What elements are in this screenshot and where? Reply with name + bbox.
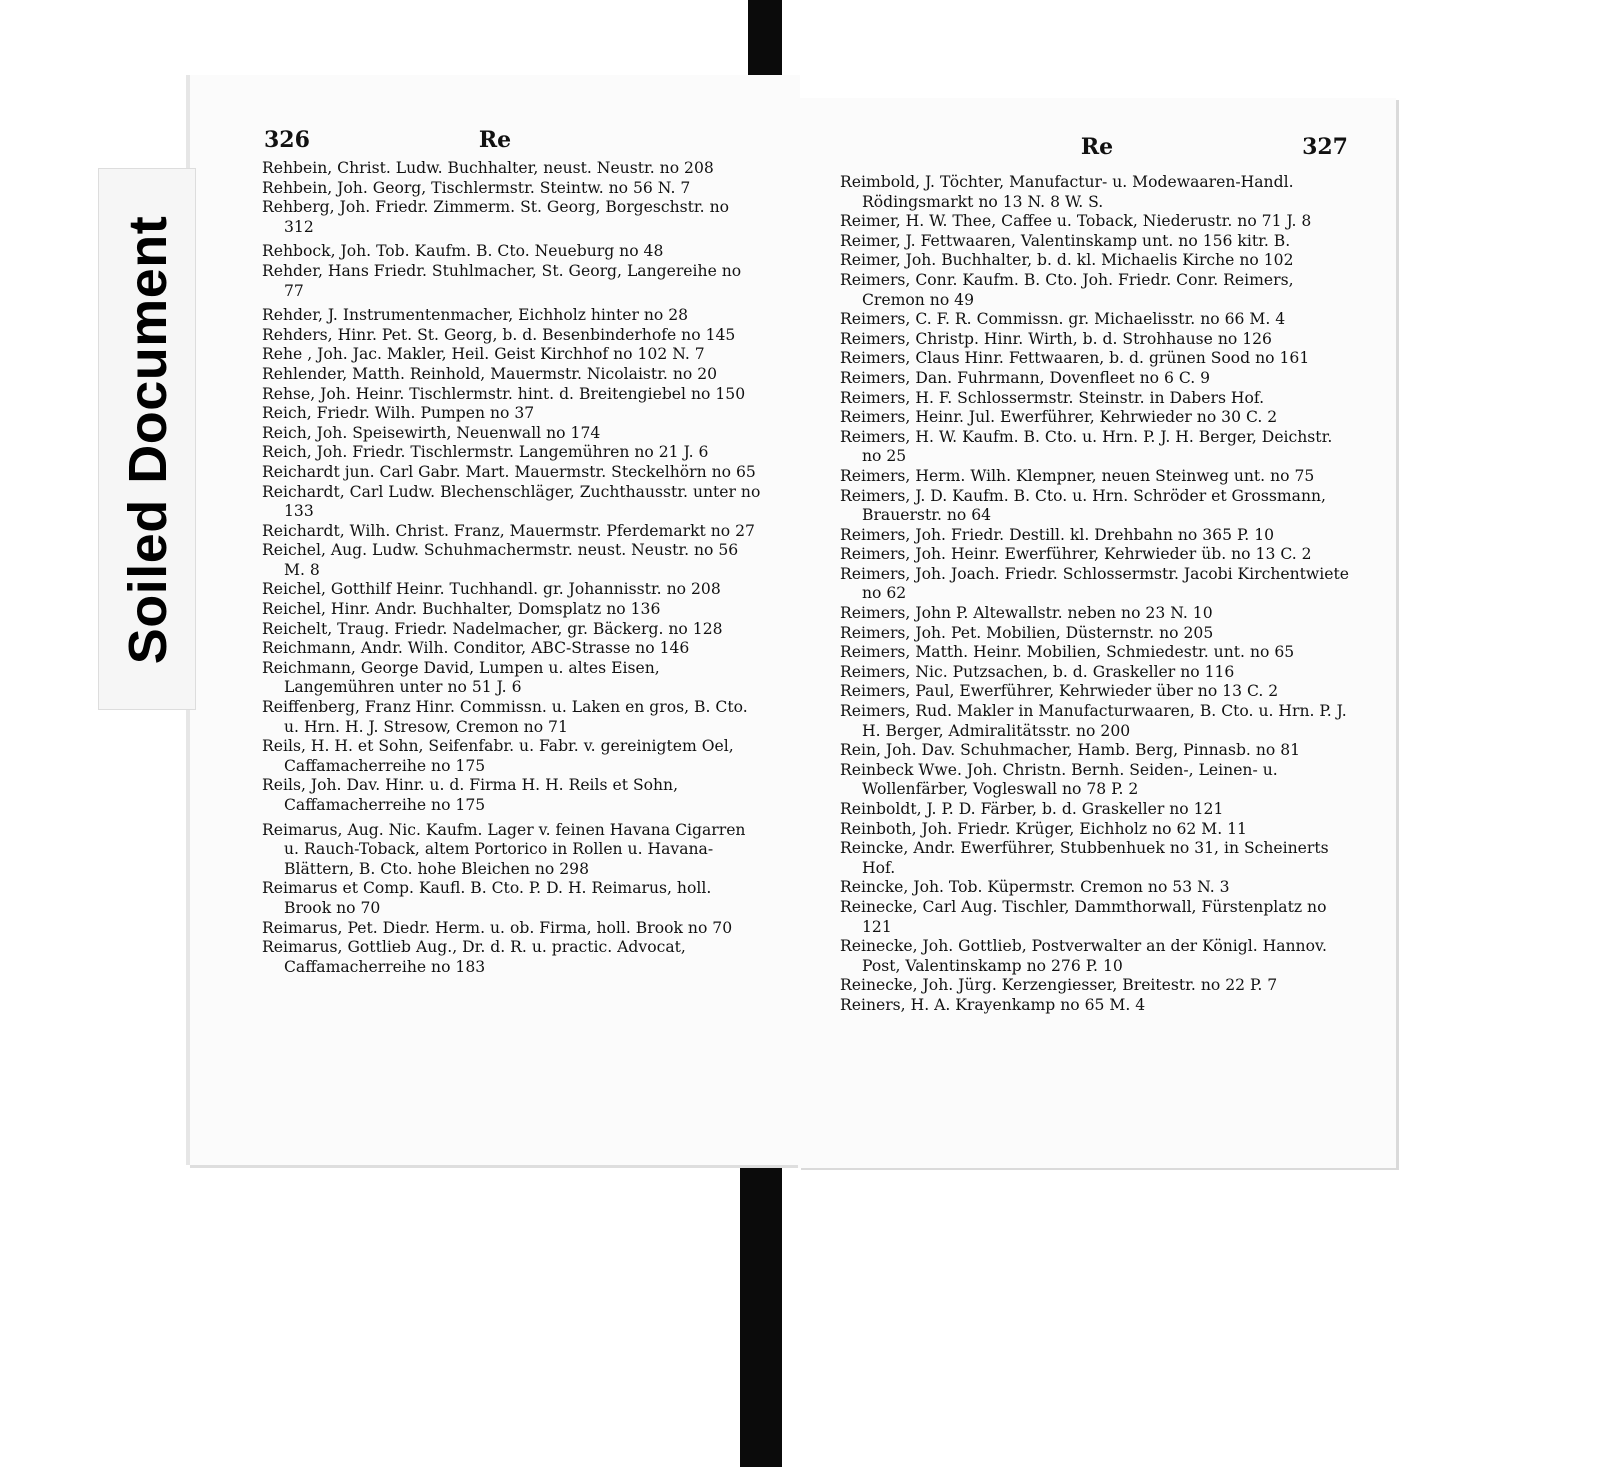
directory-entry: Reimarus et Comp. Kaufl. B. Cto. P. D. H. Reimarus, holl. Brook no 70 — [262, 879, 712, 917]
directory-entry: Reiffenberg, Franz Hinr. Commissn. u. Laken en gros, B. Cto. u. Hrn. H. J. Stresow, Cremon no 71 — [262, 698, 748, 736]
directory-entry: Reimers, Paul, Ewerführer, Kehrwieder über no 13 C. 2 — [840, 682, 1279, 701]
directory-entry: Reimers, Nic. Putzsachen, b. d. Graskeller no 116 — [840, 662, 1235, 681]
directory-entry: Reils, Joh. Dav. Hinr. u. d. Firma H. H. Reils et Sohn, Caffamacherreihe no 175 — [262, 776, 679, 814]
right-page-number: 327 — [1302, 134, 1348, 160]
directory-entry: Reichel, Aug. Ludw. Schuhmachermstr. neust. Neustr. no 56 M. 8 — [262, 541, 739, 579]
left-page-header — [190, 127, 800, 163]
directory-entry: Reimers, Claus Hinr. Fettwaaren, b. d. grünen Sood no 161 — [840, 349, 1310, 368]
directory-entry: Reimers, J. D. Kaufm. B. Cto. u. Hrn. Schröder et Grossmann, Brauerstr. no 64 — [840, 486, 1326, 525]
directory-entry: Rehders, Hinr. Pet. St. Georg, b. d. Besenbinderhofe no 145 — [262, 325, 736, 344]
stamp-label: Soiled Document — [118, 215, 178, 665]
directory-entry: Reimer, Joh. Buchhalter, b. d. kl. Michaelis Kirche no 102 — [840, 251, 1294, 270]
directory-entry: Rehe , Joh. Jac. Makler, Heil. Geist Kirchhof no 102 N. 7 — [262, 345, 705, 364]
directory-entry: Reimer, H. W. Thee, Caffee u. Toback, Niederustr. no 71 J. 8 — [840, 212, 1312, 231]
directory-entry: Reimer, J. Fettwaaren, Valentinskamp unt. no 156 kitr. B. — [840, 231, 1291, 250]
directory-entry: Reinbeck Wwe. Joh. Christn. Bernh. Seiden-, Leinen- u. Wollenfärber, Vogleswall no 78 P. 2 — [840, 760, 1278, 799]
left-entry-list — [262, 159, 762, 977]
right-page — [798, 98, 1396, 1168]
right-section-heading: Re — [1080, 134, 1114, 160]
directory-entry: Reimarus, Pet. Diedr. Herm. u. ob. Firma, holl. Brook no 70 — [262, 918, 733, 937]
directory-entry: Rehberg, Joh. Friedr. Zimmerm. St. Georg, Borgeschstr. no 312 — [262, 198, 730, 236]
directory-entry: Reich, Joh. Friedr. Tischlermstr. Langemühren no 21 J. 6 — [262, 443, 709, 462]
directory-entry: Rein, Joh. Dav. Schuhmacher, Hamb. Berg, Pinnasb. no 81 — [840, 741, 1301, 760]
directory-entry: Reinboth, Joh. Friedr. Krüger, Eichholz no 62 M. 11 — [840, 819, 1247, 838]
directory-entry: Reimers, H. F. Schlossermstr. Steinstr. in Dabers Hof. — [840, 388, 1265, 407]
directory-entry: Reils, H. H. et Sohn, Seifenfabr. u. Fabr. v. gereinigtem Oel, Caffamacherreihe no 175 — [262, 737, 734, 775]
directory-entry: Reichelt, Traug. Friedr. Nadelmacher, gr. Bäckerg. no 128 — [262, 619, 723, 638]
right-entry-list — [840, 173, 1350, 1016]
directory-entry: Reichardt jun. Carl Gabr. Mart. Mauermstr. Steckelhörn no 65 — [262, 462, 756, 481]
directory-entry: Reimers, Herm. Wilh. Klempner, neuen Steinweg unt. no 75 — [840, 466, 1315, 485]
directory-entry: Rehlender, Matth. Reinhold, Mauermstr. Nicolaistr. no 20 — [262, 364, 718, 383]
directory-entry: Reimers, Joh. Pet. Mobilien, Düsternstr. no 205 — [840, 623, 1214, 642]
directory-entry: Reimers, Joh. Heinr. Ewerführer, Kehrwieder üb. no 13 C. 2 — [840, 545, 1312, 564]
directory-entry: Reinecke, Joh. Jürg. Kerzengiesser, Breitestr. no 22 P. 7 — [840, 976, 1278, 995]
directory-entry: Reich, Friedr. Wilh. Pumpen no 37 — [262, 404, 535, 423]
directory-entry: Reinboldt, J. P. D. Färber, b. d. Graskeller no 121 — [840, 800, 1224, 818]
directory-entry: Rehder, Hans Friedr. Stuhlmacher, St. Georg, Langereihe no 77 — [262, 261, 742, 300]
directory-entry: Reimers, Christp. Hinr. Wirth, b. d. Strohhause no 126 — [840, 329, 1272, 348]
directory-entry: Reich, Joh. Speisewirth, Neuenwall no 174 — [262, 423, 601, 442]
directory-entry: Reinecke, Carl Aug. Tischler, Dammthorwall, Fürstenplatz no 121 — [840, 897, 1327, 936]
directory-entry: Reimarus, Aug. Nic. Kaufm. Lager v. feinen Havana Cigarren u. Rauch-Toback, altem Portorico in Rollen u. Havana-Blättern, B. Cto. hohe Bleichen no 298 — [262, 820, 746, 878]
binding-strip-bottom — [740, 1140, 782, 1467]
directory-entry: Reimers, John P. Altewallstr. neben no 23 N. 10 — [840, 604, 1213, 623]
directory-entry: Reimers, Matth. Heinr. Mobilien, Schmiedestr. unt. no 65 — [840, 643, 1295, 662]
soiled-document-stamp — [98, 168, 196, 710]
directory-entry: Rehder, J. Instrumentenmacher, Eichholz hinter no 28 — [262, 306, 689, 325]
directory-entry: Reincke, Andr. Ewerführer, Stubbenhuek no 31, in Scheinerts Hof. — [840, 839, 1329, 877]
directory-entry: Reichmann, George David, Lumpen u. altes Eisen, Langemühren unter no 51 J. 6 — [262, 658, 660, 697]
directory-entry: Reimers, H. W. Kaufm. B. Cto. u. Hrn. P. J. H. Berger, Deichstr. no 25 — [840, 427, 1333, 466]
left-page-number: 326 — [264, 127, 310, 153]
left-page — [190, 75, 800, 1165]
directory-entry: Reimers, Conr. Kaufm. B. Cto. Joh. Friedr. Conr. Reimers, Cremon no 49 — [840, 270, 1294, 309]
right-page-header — [798, 134, 1396, 170]
directory-entry: Reimers, Heinr. Jul. Ewerführer, Kehrwieder no 30 C. 2 — [840, 408, 1278, 427]
left-section-heading: Re — [478, 127, 512, 153]
directory-entry: Reimarus, Gottlieb Aug., Dr. d. R. u. practic. Advocat, Caffamacherreihe no 183 — [262, 938, 686, 976]
directory-entry: Reiners, H. A. Krayenkamp no 65 M. 4 — [840, 995, 1146, 1014]
directory-entry: Rehbein, Joh. Georg, Tischlermstr. Steintw. no 56 N. 7 — [262, 178, 691, 197]
directory-entry: Reinecke, Joh. Gottlieb, Postverwalter an der Königl. Hannov. Post, Valentinskamp no 276 P. 10 — [840, 937, 1327, 975]
directory-entry: Reimers, Joh. Friedr. Destill. kl. Drehbahn no 365 P. 10 — [840, 525, 1275, 544]
directory-entry: Reimers, C. F. R. Commissn. gr. Michaelisstr. no 66 M. 4 — [840, 310, 1286, 329]
directory-entry: Rehbein, Christ. Ludw. Buchhalter, neust. Neustr. no 208 — [262, 159, 714, 177]
directory-entry: Reichardt, Wilh. Christ. Franz, Mauermstr. Pferdemarkt no 27 — [262, 521, 755, 540]
directory-entry: Reimbold, J. Töchter, Manufactur- u. Modewaaren-Handl. Rödingsmarkt no 13 N. 8 W. S. — [840, 173, 1294, 211]
directory-entry: Reichel, Hinr. Andr. Buchhalter, Domsplatz no 136 — [262, 600, 661, 619]
directory-entry: Reichardt, Carl Ludw. Blechenschläger, Zuchthausstr. unter no 133 — [262, 482, 761, 521]
directory-entry: Reimers, Joh. Joach. Friedr. Schlossermstr. Jacobi Kirchentwiete no 62 — [840, 564, 1349, 603]
directory-entry: Rehbock, Joh. Tob. Kaufm. B. Cto. Neueburg no 48 — [262, 242, 664, 261]
directory-entry: Reichmann, Andr. Wilh. Conditor, ABC-Strasse no 146 — [262, 639, 690, 658]
directory-entry: Reimers, Rud. Makler in Manufacturwaaren, B. Cto. u. Hrn. P. J. H. Berger, Admiralitätsstr. no 200 — [840, 702, 1347, 740]
directory-entry: Reichel, Gotthilf Heinr. Tuchhandl. gr. Johannisstr. no 208 — [262, 580, 721, 599]
directory-entry: Rehse, Joh. Heinr. Tischlermstr. hint. d. Breitengiebel no 150 — [262, 384, 746, 403]
directory-entry: Reimers, Dan. Fuhrmann, Dovenfleet no 6 C. 9 — [840, 368, 1211, 387]
directory-entry: Reincke, Joh. Tob. Küpermstr. Cremon no 53 N. 3 — [840, 878, 1230, 897]
